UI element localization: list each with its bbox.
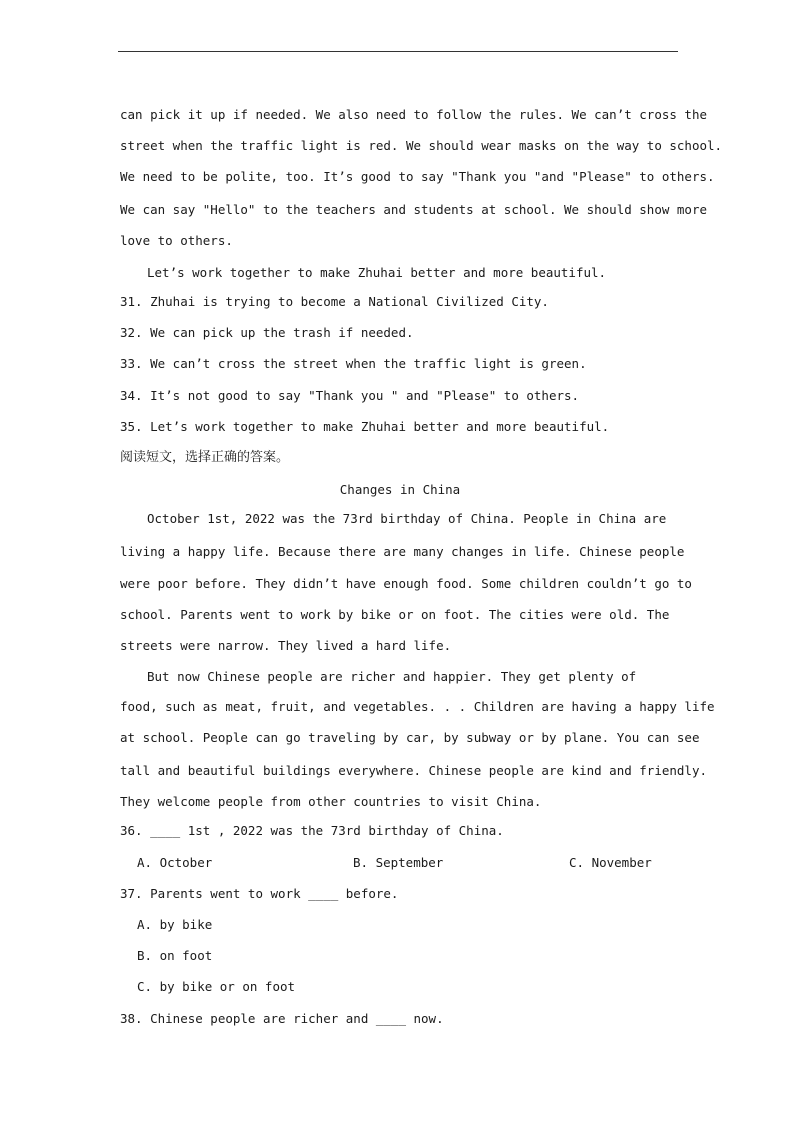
- question-text: 38. Chinese people are richer and ____ now.: [120, 1011, 444, 1026]
- option-a: A. October: [137, 855, 213, 870]
- passage-line: October 1st, 2022 was the 73rd birthday of China. People in China are: [147, 511, 667, 526]
- passage-line: street when the traffic light is red. We should wear masks on the way to school.: [120, 138, 723, 153]
- passage-closing: Let’s work together to make Zhuhai better and more beautiful.: [147, 265, 607, 280]
- section-instruction: 阅读短文，选择正确的答案。: [120, 450, 290, 465]
- statement-item: 34. It’s not good to say "Thank you " and "Please" to others.: [120, 388, 580, 403]
- passage-line: love to others.: [120, 233, 233, 248]
- passage-line: school. Parents went to work by bike or on foot. The cities were old. The: [120, 607, 670, 622]
- passage-line: at school. People can go traveling by car, by subway or by plane. You can see: [120, 730, 700, 745]
- passage-line: tall and beautiful buildings everywhere. Chinese people are kind and friendly.: [120, 763, 707, 778]
- passage-line: We can say "Hello" to the teachers and students at school. We should show more: [120, 202, 707, 217]
- passage-line: We need to be polite, too. It’s good to say "Thank you "and "Please" to others.: [120, 169, 715, 184]
- passage-1: [120, 105, 723, 292]
- option-c: C. by bike or on foot: [137, 979, 296, 994]
- passage-line: can pick it up if needed. We also need to follow the rules. We can’t cross the: [120, 107, 707, 122]
- question-text: 36. ____ 1st , 2022 was the 73rd birthday of China.: [120, 823, 504, 838]
- passage-2: [120, 480, 715, 821]
- statement-item: 32. We can pick up the trash if needed.: [120, 325, 414, 340]
- question-36: [120, 821, 680, 884]
- document-page: [120, 105, 723, 1040]
- passage-line: They welcome people from other countries to visit China.: [120, 794, 542, 809]
- option-a: A. by bike: [137, 917, 213, 932]
- passage-line: streets were narrow. They lived a hard life.: [120, 638, 452, 653]
- option-row: [120, 853, 680, 884]
- question-38: [120, 1009, 680, 1040]
- question-37: [120, 884, 680, 1009]
- passage-title: Changes in China: [339, 482, 461, 497]
- passage-line: food, such as meat, fruit, and vegetables. . . Children are having a happy life: [120, 699, 715, 714]
- statement-item: 33. We can’t cross the street when the traffic light is green.: [120, 356, 587, 371]
- option-b: B. September: [353, 855, 444, 870]
- option-c: C. November: [569, 855, 652, 870]
- passage-line: But now Chinese people are richer and happier. They get plenty of: [147, 669, 637, 684]
- passage-line: living a happy life. Because there are many changes in life. Chinese people: [120, 544, 685, 559]
- question-text: 37. Parents went to work ____ before.: [120, 886, 399, 901]
- passage-line: were poor before. They didn’t have enough food. Some children couldn’t go to: [120, 576, 692, 591]
- header-rule: [118, 51, 678, 52]
- statement-list: [120, 292, 680, 448]
- option-b: B. on foot: [137, 948, 213, 963]
- statement-item: 35. Let’s work together to make Zhuhai better and more beautiful.: [120, 419, 610, 434]
- statement-item: 31. Zhuhai is trying to become a National Civilized City.: [120, 294, 549, 309]
